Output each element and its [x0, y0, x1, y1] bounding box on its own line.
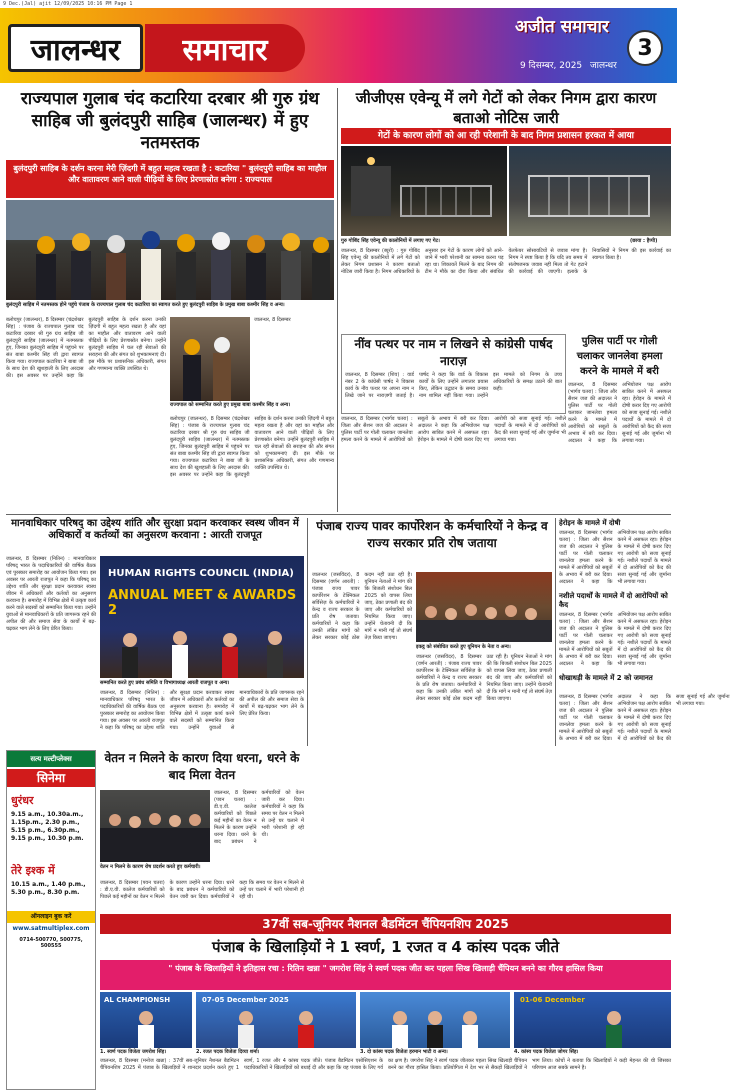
story2-headline: जीजीएस एवेन्यू में लगे गेटों को लेकर निगम द्वारा कारण बताओ नोटिस जारी — [355, 89, 657, 127]
story1-photo2 — [170, 317, 250, 401]
cinema-sub: सिनेमा — [7, 769, 95, 787]
story2-body: जालन्धर, 8 दिसम्बर (ब्यूरो) : गुरु गोबिंद सिंह एवेन्यू की कालोनियों में लगे गेटों को लेकर निगम प्रशासन ने कारण बताओ नोटिस जारी किया है। निगम अधिकारियों के अनुसार इन गेटों के कारण लोगों को आने-जाने में भारी परेशानी का सामना करना पड़ रहा था। शिकायतें मिलने के बाद निगम की टीम ने मौके का दौरा किया और संबंधित वेलफेयर सोसायटियों से जवाब मांगा है। निगम ने स्पष्ट किया है कि यदि तय समय में संतोषजनक जवाब नहीं मिला तो गेट हटाने की कार्रवाई की जाएगी। इलाके के निवासियों ने निगम की इस कार्रवाई का स्वागत किया है। — [341, 248, 671, 275]
story6-headline: पंजाब राज्य पावर कार्पोरेशन के कर्मचारियों ने केन्द्र व राज्य सरकार प्रति रोष जताया — [316, 519, 548, 550]
story8-photo3-players — [360, 992, 510, 1048]
cinema-heading: सत्य मल्टीप्लेक्स — [7, 751, 95, 767]
booking-phone: 0714-500770, 500775, 500555 — [19, 937, 83, 949]
story1-headline: राज्यपाल गुलाब चंद कटारिया दरबार श्री गुरु ग्रंथ साहिब जी बुलंदपुरी साहिब (जालन्धर) में हुए नतमस्तक — [20, 89, 320, 153]
story7-body-continued: जालन्धर, 8 दिसम्बर (पवन चतरा) : डी.ए.वी. कालेज कर्मचारियों को पिछले कई महीनों का वेतन न मिलने के कारण उन्होंने धरना दिया। धरने के बाद प्रबंधन ने कर्मचारियों को वेतन जारी कर दिया। कर्मचारियों ने कहा कि समय पर वेतन न मिलने से उन्हें घर चलाने में भारी परेशानी हो रही थी। — [100, 880, 304, 900]
story4-body-part4: जालन्धर, 8 दिसम्बर (भार्गव चतरा) : जिला और सैशन जज की अदालत ने पुलिस पार्टी पर गोली चलाकर जानलेवा हमला करने के मामले में आरोपियों को सबूतों के अभाव में बरी कर दिया। अदालत ने कहा कि अभियोजन पक्ष आरोप साबित करने में असफल रहा। हेरोइन के मामले में दोषी करार दिए गए आरोपी को सजा सुनाई गई। नशीले पदार्थों के मामले में दो आरोपियों को कैद की सजा सुनाई गई और जुर्माना भी लगाया गया। — [559, 694, 730, 742]
story1-photo-figures — [6, 200, 334, 300]
film2-showtimes: 10.15 a.m., 1.40 p.m., 5.30 p.m., 8.30 p.m. — [11, 881, 86, 896]
booking-label: ऑनलाइन बुक करें — [7, 911, 95, 923]
story2-gate-photo-right — [509, 146, 671, 236]
film2-title: तेरे इश्क में — [11, 864, 55, 877]
story3-headline: नींव पत्थर पर नाम न लिखने से कांग्रेसी पार्षद नाराज़ — [354, 337, 553, 368]
story6-photo — [416, 572, 552, 642]
story1-dateline: जालन्धर, 8 दिसम्बर — [254, 317, 291, 323]
story7-photo — [100, 790, 210, 862]
edition-city: जालन्धर — [590, 61, 617, 71]
story6-caption: इकट्ठ को संबोधित करते हुए यूनियन के नेता व अन्य। — [416, 644, 511, 650]
film1-title: धुरंधर — [11, 794, 34, 807]
story7-headline: वेतन न मिलने के कारण दिया धरना, धरने के बाद मिला वेतन — [104, 751, 300, 782]
column-divider — [337, 88, 338, 512]
story7-photo-protest — [100, 790, 210, 862]
story8-body: जालन्धर, 8 दिसम्बर (मनोज खन्ना) : 37वीं सब-जूनियर नैशनल बैडमिंटन चैंपियनशिप 2025 में पंजाब के खिलाड़ियों ने शानदार प्रदर्शन करते हुए 1 स्वर्ण, 1 रजत और 4 कांस्य पदक जीते। पंजाब बैडमिंटन एसोसिएशन के पदाधिकारियों ने खिलाड़ियों को बधाई दी और कहा कि यह पंजाब के लिए गर्व का क्षण है। जगरोश सिंह ने स्वर्ण पदक जीतकर पहला सिख खिलाड़ी चैंपियन बनने का गौरव हासिल किया। प्रतियोगिता में देश भर से सैकड़ों खिलाड़ियों ने भाग लिया। कोचों ने बताया कि खिलाड़ियों ने कड़ी मेहनत की थी जिसका परिणाम आज सबके सामने है। — [100, 1058, 671, 1071]
story4-sub2: नशीले पदार्थों के मामले में दो आरोपियों को कैद — [559, 592, 668, 609]
film1-showtimes: 9.15 a.m., 10.30a.m., 1.15p.m., 2.30 p.m., 5.15 p.m., 6.30p.m., 9.15 p.m., 10.30 p.m. — [11, 811, 84, 842]
story8-caption3: 3. दो कांस्य पदक विजेता हरमान भाटी व अन्य। — [360, 1049, 448, 1055]
booking-site[interactable]: www.satmultiplex.com — [12, 925, 90, 932]
story8-subhead: " पंजाब के खिलाड़ियों ने इतिहास रचा : रितिन खन्ना " जगरोश सिंह ने स्वर्ण पदक जीत कर पहला सिख खिलाड़ी चैंपियन बनने का गौरव हासिल किया — [100, 960, 671, 990]
story4-body-part2: जालन्धर, 8 दिसम्बर (भार्गव चतरा) : जिला और सैशन जज की अदालत ने पुलिस पार्टी पर गोली चलाकर जानलेवा हमला करने के मामले में आरोपियों को सबूतों के अभाव में बरी कर दिया। अदालत ने कहा कि अभियोजन पक्ष आरोप साबित करने में असफल रहा। हेरोइन के मामले में दोषी करार दिए गए आरोपी को सजा सुनाई गई। नशीले पदार्थों के मामले में दो आरोपियों को कैद की सजा सुनाई गई और जुर्माना भी लगाया गया। — [559, 530, 671, 585]
story1-caption2: राज्यपाल को सम्मानित करते हुए प्रमुख बाबा कश्मीर सिंह व अन्य। — [170, 402, 291, 408]
masthead-samachar-title: समाचार — [145, 24, 305, 72]
story5-banner: HUMAN RIGHTS COUNCIL (INDIA) — [108, 568, 294, 579]
story2-credit: (छाया : हैप्पी) — [630, 238, 658, 244]
story8-photo4 — [514, 992, 671, 1048]
story2-photo-left — [341, 146, 507, 236]
story8-photo4-player — [514, 1006, 671, 1048]
story5-banner2: ANNUAL MEET & AWARDS 2 — [108, 588, 297, 618]
story6-body-continued: जालन्धर (जसविंदर), 8 दिसम्बर (वर्णन आरती) : पंजाब राज्य पावर कार्पोरेशन के टेक्निकल सर्विसेज़ के कर्मचारियों ने केन्द्र व राज्य सरकार के प्रति रोष जताया। कर्मचारियों ने कहा कि उनकी लंबित मांगों को लेकर सरकार कोई ठोस कदम नहीं उठा रही है। यूनियन नेताओं ने मांग की कि बिजली संशोधन बिल 2025 को वापस लिया जाए, ठेका प्रणाली बंद की जाए और कर्मचारियों को नियमित किया जाए। उन्होंने चेतावनी दी कि मांगें न मानी गईं तो संघर्ष तेज़ किया जाएगा। — [416, 654, 552, 702]
masthead-city-title: जालन्धर — [8, 24, 143, 72]
story8-photo2 — [196, 992, 356, 1048]
story5-photo-figures — [100, 626, 304, 678]
story5-body-continued: जालन्धर, 8 दिसम्बर (नितिन) : मानवाधिकार परिषद् भारत के पदाधिकारियों की वार्षिक बैठक एवं पुरस्कार समारोह का आयोजन किया गया। इस अवसर पर आरती राजपूत ने कहा कि परिषद् का उद्देश्य शांति और सुरक्षा प्रदान करवाकर स्वस्थ जीवन में अधिकारों और कर्तव्यों का अनुसरण करवाना है। समारोह में विभिन्न क्षेत्रों में उत्कृष्ट कार्य करने वाले सदस्यों को सम्मानित किया गया। उन्होंने युवाओं से मानवाधिकारों के प्रति जागरूक रहने की अपील की और समाज सेवा के कार्यों में बढ़-चढ़कर भाग लेने के लिए प्रेरित किया। — [100, 690, 304, 731]
story2-caption: गुरु गोबिंद सिंह एवेन्यू की कालोनियों में लगाए गए गेट। — [341, 238, 440, 244]
story4-headline: पुलिस पार्टी पर गोली चलाकर जानलेवा हमला करने के मामले में बरी — [576, 336, 663, 377]
story1-caption: बुलंदपुरी साहिब में नतमस्तक होने पहुंचे पंजाब के राज्यपाल गुलाब चंद कटारिया का स्वागत करते हुए बुलंदपुरी साहिब के प्रमुख बाबा कश्मीर सिंह व अन्य। — [6, 302, 285, 308]
story4-sub3: धोखाधड़ी के मामले में 2 को जमानत — [559, 674, 653, 682]
print-slug: 9 Dec.(Jal) ajit 12/09/2025 10:16 PM Page 1 — [3, 1, 133, 7]
section-divider — [6, 514, 671, 515]
page-number: 3 — [627, 30, 663, 66]
story4-body-continued: जालन्धर, 8 दिसम्बर (भार्गव चतरा) : जिला और सैशन जज की अदालत ने पुलिस पार्टी पर गोली चलाकर जानलेवा हमला करने के मामले में आरोपियों को सबूतों के अभाव में बरी कर दिया। अदालत ने कहा कि अभियोजन पक्ष आरोप साबित करने में असफल रहा। हेरोइन के मामले में दोषी करार दिए गए आरोपी को सजा सुनाई गई। नशीले पदार्थों के मामले में दो आरोपियों को कैद की सजा सुनाई गई और जुर्माना भी लगाया गया। — [341, 416, 566, 443]
story1-body: बलोचपुर (जालन्धर), 8 दिसम्बर (चंद्रशेखर सिंह) : पंजाब के राज्यपाल गुलाब चंद कटारिया दरबार श्री गुरु ग्रंथ साहिब जी बुलंदपुरी साहिब (जालन्धर) में नतमस्तक हुए, जिनका बुलंदपुरी साहिब में पहुंचने पर संत बाबा कश्मीर सिंह जी द्वारा स्वागत किया गया। राज्यपाल कटारिया ने बाबा जी के साथ देश की खुशहाली के लिए अरदास की। इस अवसर पर उन्होंने कहा कि बुलंदपुरी साहिब के दर्शन करना उनकी ज़िंदगी में बहुत महत्व रखता है और यहां का माहौल और वातावरण आने वाली पीढ़ियों के लिए प्रेरणास्रोत बनेगा। उन्होंने बुलंदपुरी साहिब में चल रही सेवाओं की सराहना की और संगत को शुभकामनाएं दीं। इस मौके पर प्रशासनिक अधिकारी, संगत और गणमान्य व्यक्ति उपस्थित थे। — [6, 317, 166, 379]
column-divider-3 — [555, 518, 556, 746]
story1-photo2-figures — [170, 317, 250, 401]
cinema-box — [6, 750, 96, 1090]
story2-photo-right — [509, 146, 671, 236]
story8-headline: पंजाब के खिलाड़ियों ने 1 स्वर्ण, 1 रजत व 4 कांस्य पदक जीते — [211, 938, 559, 956]
story5-headline: मानवाधिकार परिषद् का उद्देश्य शांति और सुरक्षा प्रदान करवाकर स्वस्थ जीवन में अधिकारों व कर्तव्यों का अनुसरण करवाना : आरती राजपूत — [11, 518, 299, 541]
story8-photo2-text: 07-05 December 2025 — [202, 996, 289, 1004]
story4-body-part3: जालन्धर, 8 दिसम्बर (भार्गव चतरा) : जिला और सैशन जज की अदालत ने पुलिस पार्टी पर गोली चलाकर जानलेवा हमला करने के मामले में आरोपियों को सबूतों के अभाव में बरी कर दिया। अदालत ने कहा कि अभियोजन पक्ष आरोप साबित करने में असफल रहा। हेरोइन के मामले में दोषी करार दिए गए आरोपी को सजा सुनाई गई। नशीले पदार्थों के मामले में दो आरोपियों को कैद की सजा सुनाई गई और जुर्माना भी लगाया गया। — [559, 612, 671, 667]
story1-subhead: बुलंदपुरी साहिब के दर्शन करना मेरी ज़िंदगी में बहुत महत्व रखता है : कटारिया " बुलंदपुरी साहिब का माहौल और वातावरण आने वाली पीढ़ियों के लिए प्रेरणास्रोत बनेगा : राज्यपाल — [6, 160, 334, 198]
story7-caption: वेतन न मिलने के कारण रोष प्रदर्शन करते हुए कर्मचारी। — [100, 864, 201, 870]
story4-sub1: हेरोइन के मामले में दोषी — [559, 519, 621, 527]
story4-body: जालन्धर, 8 दिसम्बर (भार्गव चतरा) : जिला और सैशन जज की अदालत ने पुलिस पार्टी पर गोली चलाकर जानलेवा हमला करने के मामले में आरोपियों को सबूतों के अभाव में बरी कर दिया। अदालत ने कहा कि अभियोजन पक्ष आरोप साबित करने में असफल रहा। हेरोइन के मामले में दोषी करार दिए गए आरोपी को सजा सुनाई गई। नशीले पदार्थों के मामले में दो आरोपियों को कैद की सजा सुनाई गई और जुर्माना भी लगाया गया। — [568, 382, 671, 444]
story1-body-continued: बलोचपुर (जालन्धर), 8 दिसम्बर (चंद्रशेखर सिंह) : पंजाब के राज्यपाल गुलाब चंद कटारिया दरबार श्री गुरु ग्रंथ साहिब जी बुलंदपुरी साहिब (जालन्धर) में नतमस्तक हुए, जिनका बुलंदपुरी साहिब में पहुंचने पर संत बाबा कश्मीर सिंह जी द्वारा स्वागत किया गया। राज्यपाल कटारिया ने बाबा जी के साथ देश की खुशहाली के लिए अरदास की। इस अवसर पर उन्होंने कहा कि बुलंदपुरी साहिब के दर्शन करना उनकी ज़िंदगी में बहुत महत्व रखता है और यहां का माहौल और वातावरण आने वाली पीढ़ियों के लिए प्रेरणास्रोत बनेगा। उन्होंने बुलंदपुरी साहिब में चल रही सेवाओं की सराहना की और संगत को शुभकामनाएं दीं। इस मौके पर प्रशासनिक अधिकारी, संगत और गणमान्य व्यक्ति उपस्थित थे। — [170, 416, 334, 478]
story8-photo1-player — [100, 1006, 192, 1048]
story2-gate-photo-left — [341, 146, 507, 236]
story1-photo — [6, 200, 334, 300]
story8-caption1: 1. स्वर्ण पदक विजेता जगरोश सिंह। — [100, 1049, 167, 1055]
story8-photo1-text: AL CHAMPIONSH — [104, 996, 171, 1004]
story5-caption: सम्मानित करते हुए प्रबंध समिति व विभागाध्यक्ष आरती राजपूत व अन्य। — [100, 680, 230, 686]
story6-body: जालन्धर (जसविंदर), 8 दिसम्बर (वर्णन आरती) : पंजाब राज्य पावर कार्पोरेशन के टेक्निकल सर्विसेज़ के कर्मचारियों ने केन्द्र व राज्य सरकार के प्रति रोष जताया। कर्मचारियों ने कहा कि उनकी लंबित मांगों को लेकर सरकार कोई ठोस कदम नहीं उठा रही है। यूनियन नेताओं ने मांग की कि बिजली संशोधन बिल 2025 को वापस लिया जाए, ठेका प्रणाली बंद की जाए और कर्मचारियों को नियमित किया जाए। उन्होंने चेतावनी दी कि मांगें न मानी गईं तो संघर्ष तेज़ किया जाएगा। — [312, 572, 412, 641]
edition-date: 9 दिसम्बर, 2025 — [520, 61, 583, 71]
brand-name: अजीत समाचार — [515, 17, 609, 37]
story8-photo2-players — [196, 1006, 356, 1048]
story8-photo3 — [360, 992, 510, 1048]
story5-photo — [100, 556, 304, 678]
story5-body: जालन्धर, 8 दिसम्बर (नितिन) : मानवाधिकार परिषद् भारत के पदाधिकारियों की वार्षिक बैठक एवं पुरस्कार समारोह का आयोजन किया गया। इस अवसर पर आरती राजपूत ने कहा कि परिषद् का उद्देश्य शांति और सुरक्षा प्रदान करवाकर स्वस्थ जीवन में अधिकारों और कर्तव्यों का अनुसरण करवाना है। समारोह में विभिन्न क्षेत्रों में उत्कृष्ट कार्य करने वाले सदस्यों को सम्मानित किया गया। उन्होंने युवाओं से मानवाधिकारों के प्रति जागरूक रहने की अपील की और समाज सेवा के कार्यों में बढ़-चढ़कर भाग लेने के लिए प्रेरित किया। — [6, 556, 96, 632]
column-divider-2 — [307, 518, 308, 746]
story3-body: जालन्धर, 8 दिसम्बर (शिव) : वार्ड नंबर 2 के कांग्रेसी पार्षद ने विकास कार्य के नींव पत्थर पर अपना नाम न लिखे जाने पर नाराज़गी जताई है। पार्षद ने कहा कि वार्ड के विकास कार्यों के लिए उन्होंने लगातार प्रयास किए, लेकिन उद्घाटन के समय उनका नाम शामिल नहीं किया गया। उन्होंने इस मामले को निगम के उच्च अधिकारियों के समक्ष उठाने की बात कही। — [345, 372, 562, 399]
story8-caption4: 4. कांस्य पदक विजेता जोगर सिंह। — [514, 1049, 579, 1055]
story2-subhead: गेटों के कारण लोगों को आ रही परेशानी के बाद निगम प्रशासन हरकत में आया — [341, 128, 671, 144]
story6-photo-crowd — [416, 572, 552, 642]
story8-photo4-text: 01-06 December — [520, 996, 585, 1004]
story8-banner: 37वीं सब-जूनियर नैशनल बैडमिंटन चैंपियनशिप 2025 — [100, 914, 671, 934]
story8-caption2: 2. रजत पदक विजेता दिव्या शर्मा। — [196, 1049, 260, 1055]
story8-photo1 — [100, 992, 192, 1048]
story7-body: जालन्धर, 8 दिसम्बर (पवन चतरा) : डी.ए.वी. कालेज कर्मचारियों को पिछले कई महीनों का वेतन न मिलने के कारण उन्होंने धरना दिया। धरने के बाद प्रबंधन ने कर्मचारियों को वेतन जारी कर दिया। कर्मचारियों ने कहा कि समय पर वेतन न मिलने से उन्हें घर चलाने में भारी परेशानी हो रही थी। — [214, 790, 304, 845]
